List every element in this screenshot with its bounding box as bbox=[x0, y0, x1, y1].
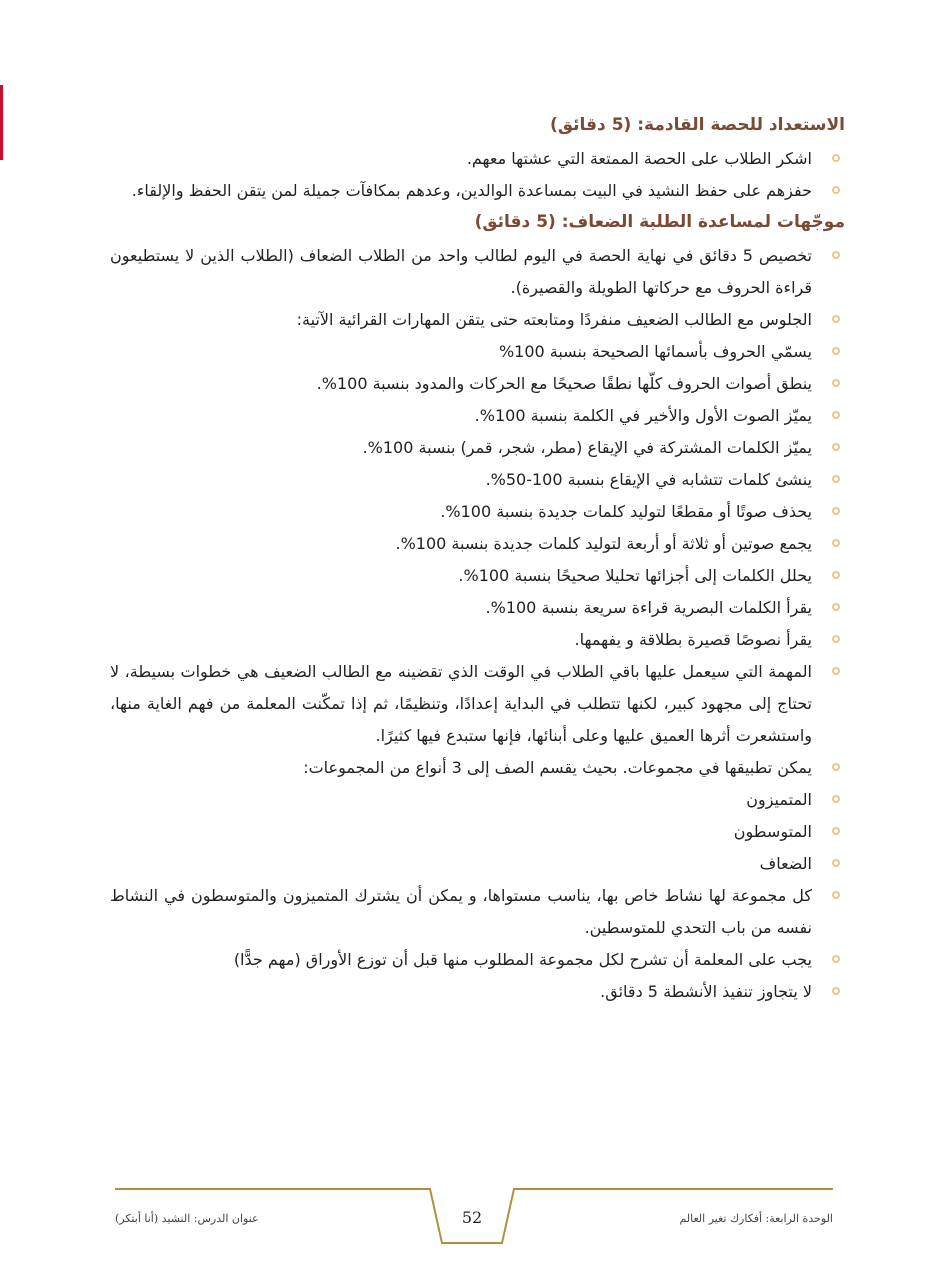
list-item: يجمع صوتين أو ثلاثة أو أربعة لتوليد كلمات جديدة بنسبة 100%. bbox=[110, 528, 840, 560]
list-item: المهمة التي سيعمل عليها باقي الطلاب في الوقت الذي تقضينه مع الطالب الضعيف هي خطوات بسيطة، لا تحتاج إلى مجهود كبير، لكنها تتطلب في البداية إعدادًا، وتنظيمًا، ثم إذا تمكّنت المعلمة من فهم الغاية منها، واستشعرت أثرها العميق عليها وعلى أبنائها، فإنها ستبدع فيها كثيرًا. bbox=[110, 656, 840, 752]
list-item: يميّز الكلمات المشتركة في الإيقاع (مطر، شجر، قمر) بنسبة 100%. bbox=[110, 432, 840, 464]
list-item: يمكن تطبيقها في مجموعات. بحيث يقسم الصف إلى 3 أنواع من المجموعات: bbox=[110, 752, 840, 784]
list-item: المتوسطون bbox=[110, 816, 840, 848]
list-item: اشكر الطلاب على الحصة الممتعة التي عشتها معهم. bbox=[110, 143, 840, 175]
section-heading-preparation: الاستعداد للحصة القادمة: (5 دقائق) bbox=[550, 115, 845, 135]
footer-lesson-title: عنوان الدرس: النشيد (أنا أبتكر) bbox=[115, 1212, 259, 1225]
page-number: 52 bbox=[461, 1208, 483, 1227]
list-item: يسمّي الحروف بأسمائها الصحيحة بنسبة 100% bbox=[110, 336, 840, 368]
list-item: يميّز الصوت الأول والأخير في الكلمة بنسبة 100%. bbox=[110, 400, 840, 432]
list-item: يجب على المعلمة أن تشرح لكل مجموعة المطلوب منها قبل أن توزع الأوراق (مهم جدًّا) bbox=[110, 944, 840, 976]
footer-unit-title: الوحدة الرابعة: أفكارك تغير العالم bbox=[679, 1212, 833, 1225]
list-item: تخصيص 5 دقائق في نهاية الحصة في اليوم لطالب واحد من الطلاب الضعاف (الطلاب الذين لا يستطيعون قراءة الحروف مع حركاتها الطويلة والقصيرة). bbox=[110, 240, 840, 304]
list-item: الجلوس مع الطالب الضعيف منفردًا ومتابعته حتى يتقن المهارات القرائية الآتية: bbox=[110, 304, 840, 336]
list-item: يحذف صوتًا أو مقطعًا لتوليد كلمات جديدة بنسبة 100%. bbox=[110, 496, 840, 528]
list-item: حفزهم على حفظ النشيد في البيت بمساعدة الوالدين، وعدهم بمكافآت جميلة لمن يتقن الحفظ والإلقاء. bbox=[110, 175, 840, 207]
list-item: الضعاف bbox=[110, 848, 840, 880]
list-item: ينطق أصوات الحروف كلّها نطقًا صحيحًا مع الحركات والمدود بنسبة 100%. bbox=[110, 368, 840, 400]
list-item: المتميزون bbox=[110, 784, 840, 816]
list-item: يقرأ نصوصًا قصيرة بطلاقة و يفهمها. bbox=[110, 624, 840, 656]
list-item: كل مجموعة لها نشاط خاص بها، يناسب مستواها، و يمكن أن يشترك المتميزون والمتوسطون في النشاط نفسه من باب التحدي للمتوسطين. bbox=[110, 880, 840, 944]
list-item: ينشئ كلمات تتشابه في الإيقاع بنسبة 100-50%. bbox=[110, 464, 840, 496]
list-item: لا يتجاوز تنفيذ الأنشطة 5 دقائق. bbox=[110, 976, 840, 1008]
list-item: يقرأ الكلمات البصرية قراءة سريعة بنسبة 100%. bbox=[110, 592, 840, 624]
section-heading-weak-students: موجّهات لمساعدة الطلبة الضعاف: (5 دقائق) bbox=[474, 212, 845, 232]
list-item: يحلل الكلمات إلى أجزائها تحليلا صحيحًا بنسبة 100%. bbox=[110, 560, 840, 592]
